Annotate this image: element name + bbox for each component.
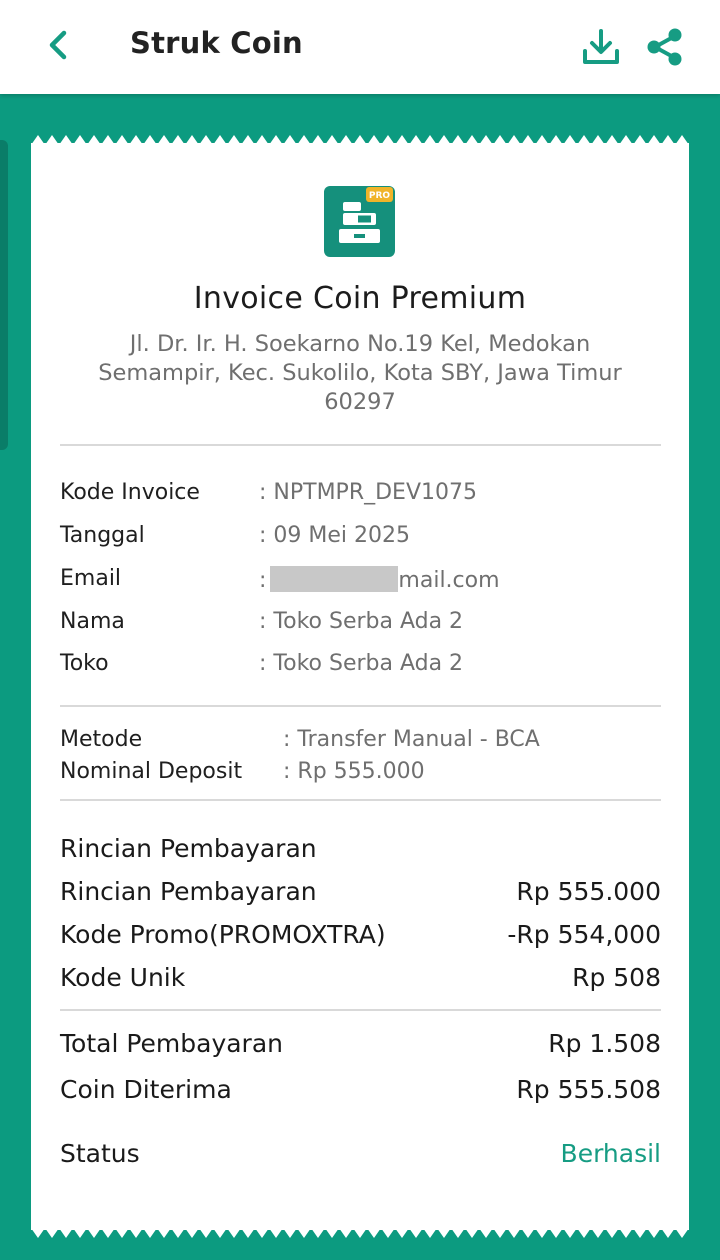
payment-row-unique-code	[60, 963, 661, 999]
email-suffix: mail.com	[398, 568, 500, 593]
deposit-value: : Rp 555.000	[283, 759, 425, 784]
info-value: : 09 Mei 2025	[259, 523, 411, 548]
deposit-row-nominal	[60, 759, 661, 791]
info-label: Kode Invoice	[60, 480, 200, 505]
download-button[interactable]	[578, 24, 624, 70]
total-value: Rp 1.508	[548, 1029, 661, 1058]
coin-received-value: Rp 555.508	[516, 1075, 661, 1104]
status-label: Status	[60, 1139, 140, 1168]
info-row-invoice-code	[60, 480, 661, 512]
info-label: Email	[60, 566, 122, 591]
page-title: Struk Coin	[130, 26, 303, 60]
status-badge: Berhasil	[560, 1139, 661, 1168]
payment-row-status	[60, 1139, 661, 1175]
shop-name: Invoice Coin Premium	[193, 281, 527, 316]
svg-text:PRO: PRO	[368, 191, 391, 201]
info-row-email	[60, 566, 661, 598]
shop-address: Jl. Dr. Ir. H. Soekarno No.19 Kel, Medokan Semampir, Kec. Sukolilo, Kota SBY, Jawa Timur 60297	[98, 331, 622, 415]
info-value: : NPTMPR_DEV1075	[259, 480, 477, 505]
info-value-email	[259, 566, 500, 593]
info-label: Toko	[60, 651, 109, 676]
receipt-card	[31, 143, 689, 1230]
info-value: : Toko Serba Ada 2	[259, 609, 464, 634]
info-row-name	[60, 609, 661, 641]
redacted-block	[270, 566, 398, 592]
back-button[interactable]	[34, 20, 84, 70]
divider	[60, 444, 661, 446]
info-label: Tanggal	[60, 523, 145, 548]
payment-row-subtotal	[60, 877, 661, 913]
payment-label: Rincian Pembayaran	[60, 877, 317, 906]
total-label: Total Pembayaran	[60, 1029, 283, 1058]
deposit-value: : Transfer Manual - BCA	[283, 727, 540, 752]
payment-row-promo	[60, 920, 661, 956]
info-row-store	[60, 651, 661, 683]
payment-value: Rp 555.000	[516, 877, 661, 906]
deposit-label: Metode	[60, 727, 143, 752]
payment-section-title: Rincian Pembayaran	[60, 834, 317, 863]
divider	[60, 705, 661, 707]
info-value: : Toko Serba Ada 2	[259, 651, 464, 676]
share-icon	[645, 27, 685, 67]
payment-value: Rp 508	[572, 963, 661, 992]
info-label: Nama	[60, 609, 125, 634]
payment-label: Kode Unik	[60, 963, 186, 992]
divider	[60, 799, 661, 801]
divider	[60, 1009, 661, 1011]
app-bar	[0, 0, 720, 94]
share-button[interactable]	[642, 24, 688, 70]
download-icon	[581, 27, 621, 67]
info-row-date	[60, 523, 661, 555]
receipt-bottom-edge	[31, 1228, 689, 1240]
deposit-label: Nominal Deposit	[60, 759, 243, 784]
payment-row-total	[60, 1029, 661, 1065]
coin-received-label: Coin Diterima	[60, 1075, 232, 1104]
payment-row-coin-received	[60, 1075, 661, 1111]
cashier-app-logo	[324, 186, 395, 257]
payment-label: Kode Promo(PROMOXTRA)	[60, 920, 386, 949]
deposit-row-method	[60, 727, 661, 759]
payment-value: -Rp 554,000	[507, 920, 661, 949]
scroll-handle[interactable]	[0, 140, 8, 450]
colon: :	[259, 568, 267, 593]
chevron-left-icon	[42, 28, 76, 62]
